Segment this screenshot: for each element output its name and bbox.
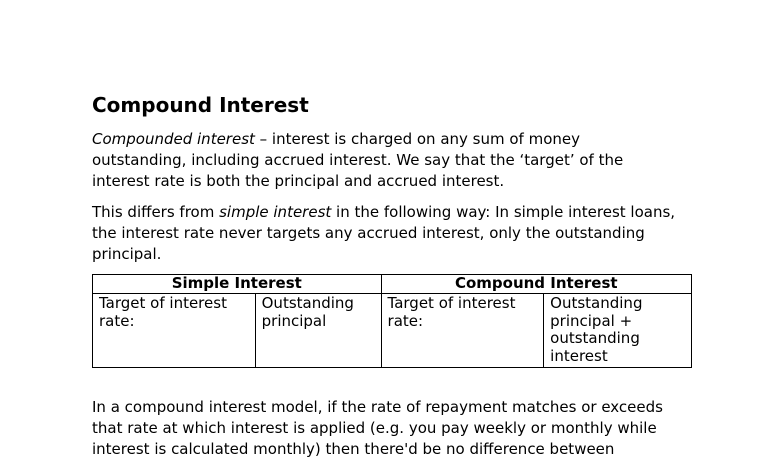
closing-paragraph (92, 397, 702, 460)
simple-interest-header: Simple Interest (93, 275, 382, 294)
simple-interest-term: simple interest (219, 203, 332, 221)
definition-line-3: interest rate is both the principal and accrued interest. (92, 172, 505, 190)
interest-comparison-table (92, 274, 692, 368)
definition-paragraph (92, 129, 702, 192)
compound-target-label-cell: Target of interest rate: (381, 294, 544, 368)
simple-target-value-cell: Outstanding principal (255, 294, 381, 368)
comparison-paragraph (92, 202, 702, 265)
closing-line-1: In a compound interest model, if the rate of repayment matches or exceeds (92, 398, 663, 416)
closing-line-2: that rate at which interest is applied (e.g. you pay weekly or monthly while (92, 419, 657, 437)
compound-target-value-cell: Outstanding principal + outstanding interest (544, 294, 692, 368)
comparison-line-2: the interest rate never targets any accrued interest, only the outstanding (92, 224, 645, 242)
definition-line-2: outstanding, including accrued interest. We say that the ‘target’ of the (92, 151, 624, 169)
comparison-line-3: principal. (92, 245, 162, 263)
compound-interest-header: Compound Interest (381, 275, 691, 294)
comparison-line-1-after: in the following way: In simple interest loans, (331, 203, 676, 221)
document-title: Compound Interest (92, 93, 309, 117)
definition-line-1 (92, 129, 702, 150)
table-row (93, 294, 692, 368)
comparison-line-1-before: This differs from (92, 203, 220, 221)
definition-line-1-rest: – interest is charged on any sum of money (254, 130, 581, 148)
simple-target-label-cell: Target of interest rate: (93, 294, 256, 368)
comparison-line-1 (92, 202, 702, 223)
table-header-row (93, 275, 692, 294)
closing-line-3: interest is calculated monthly) then there'd be no difference between (92, 440, 615, 458)
compounded-interest-term: Compounded interest (92, 130, 255, 148)
